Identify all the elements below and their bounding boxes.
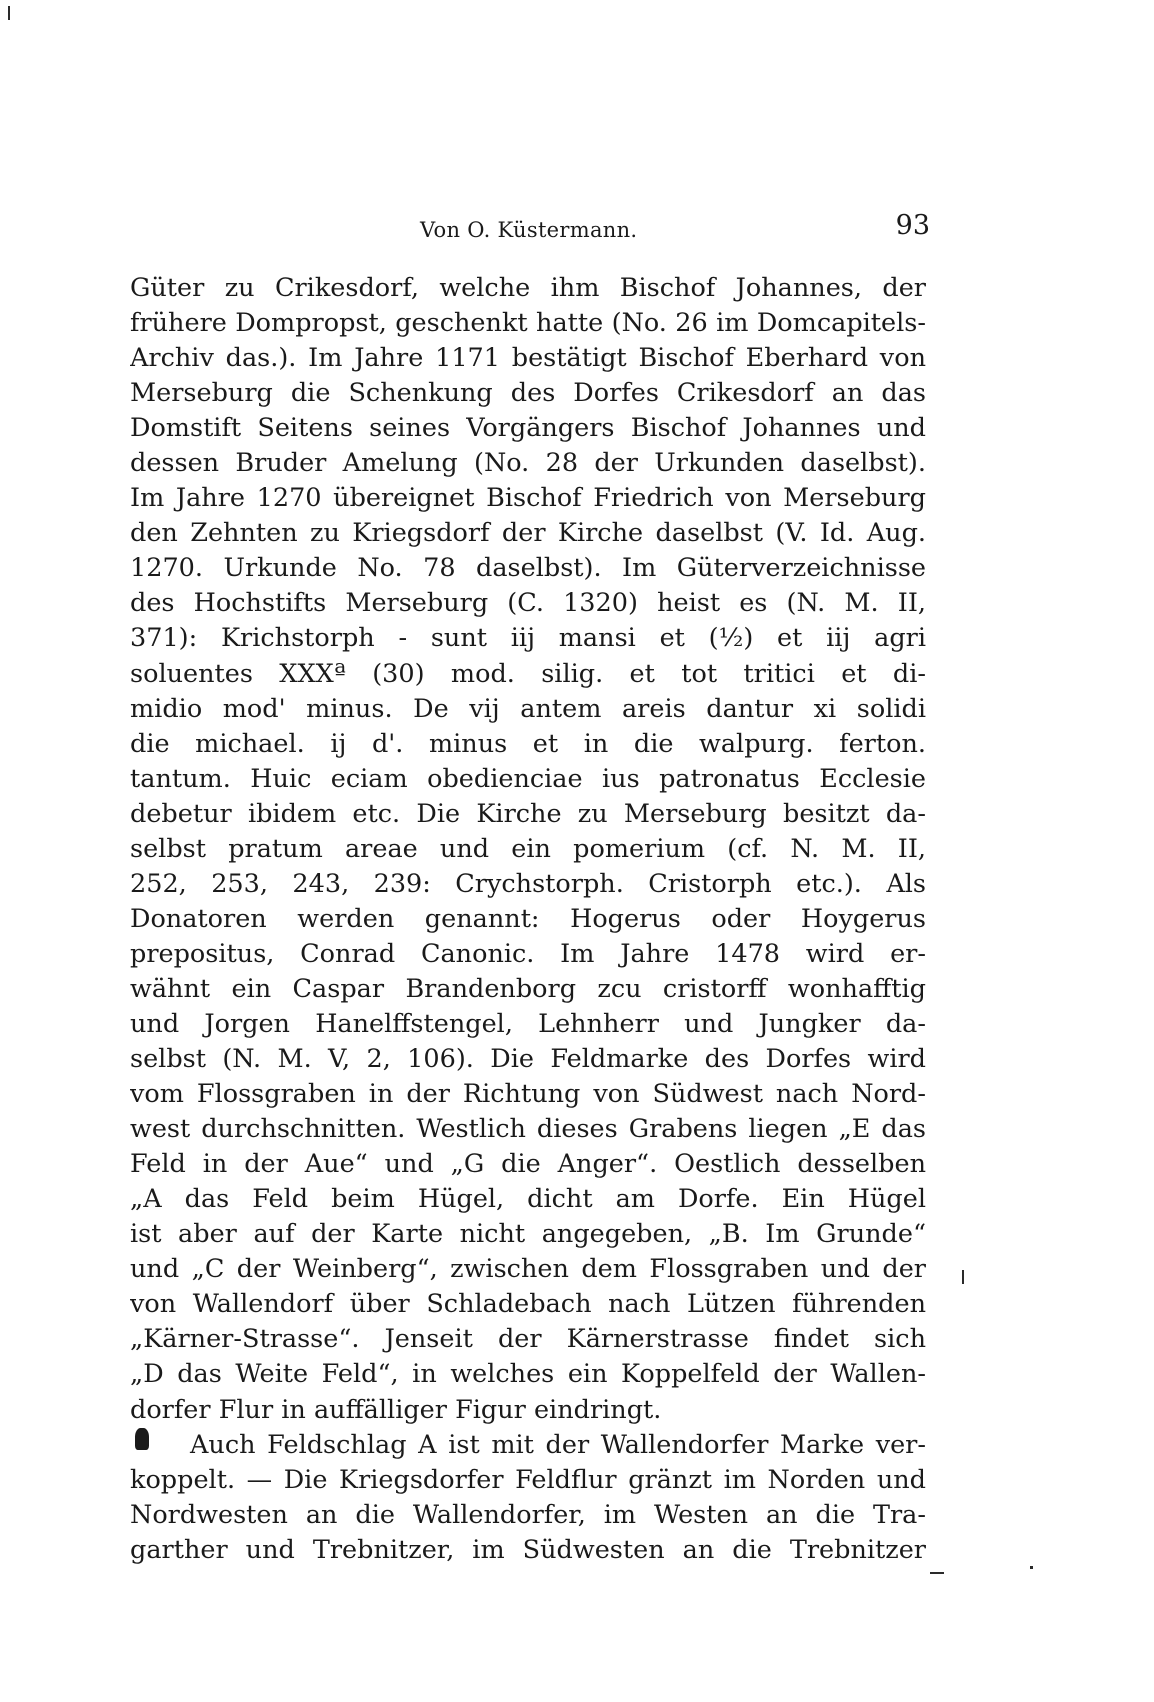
scan-speck — [1030, 1566, 1033, 1569]
text-line: Nordwesten an die Wallendorfer, im Westen an die Tra- — [130, 1499, 926, 1530]
text-line: 371): Krichstorph - sunt iij mansi et (½) et iij agri — [130, 623, 926, 654]
text-line: den Zehnten zu Kriegsdorf der Kirche daselbst (V. Id. Aug. — [130, 518, 926, 549]
text-line: „Kärner-Strasse“. Jenseit der Kärnerstrasse findet sich — [130, 1324, 926, 1355]
body-text — [130, 271, 926, 1568]
text-line: debetur ibidem etc. Die Kirche zu Merseburg besitzt da- — [130, 798, 926, 829]
text-line: 1270. Urkunde No. 78 daselbst). Im Güterverzeichnisse — [130, 553, 926, 584]
text-line: wähnt ein Caspar Brandenborg zcu cristorff wonhafftig — [130, 973, 926, 1004]
text-line: Im Jahre 1270 übereignet Bischof Friedrich von Merseburg — [130, 483, 926, 514]
text-line: tantum. Huic eciam obedienciae ius patronatus Ecclesie — [130, 763, 926, 794]
text-line: west durchschnitten. Westlich dieses Grabens liegen „E das — [130, 1114, 926, 1145]
text-line: und „C der Weinberg“, zwischen dem Flossgraben und der — [130, 1254, 926, 1285]
text-line: ist aber auf der Karte nicht angegeben, „B. Im Grunde“ — [130, 1219, 926, 1250]
text-line: Domstift Seitens seines Vorgängers Bischof Johannes und — [130, 413, 926, 444]
text-line: „D das Weite Feld“, in welches ein Koppelfeld der Wallen- — [130, 1359, 926, 1390]
text-line: koppelt. — Die Kriegsdorfer Feldflur gränzt im Norden und — [130, 1464, 926, 1495]
page-number: 93 — [895, 210, 930, 241]
text-line: die michael. ij d'. minus et in die walpurg. ferton. — [130, 728, 926, 759]
text-line: selbst (N. M. V, 2, 106). Die Feldmarke des Dorfes wird — [130, 1044, 926, 1075]
text-line: prepositus, Conrad Canonic. Im Jahre 1478 wird er- — [130, 938, 926, 969]
text-line: und Jorgen Hanelffstengel, Lehnherr und Jungker da- — [130, 1008, 926, 1039]
text-line: soluentes XXXª (30) mod. silig. et tot tritici et di- — [130, 658, 926, 689]
text-line: Archiv das.). Im Jahre 1171 bestätigt Bischof Eberhard von — [130, 343, 926, 374]
scan-speck — [930, 1572, 944, 1574]
page-header — [130, 210, 930, 250]
text-line: dorfer Flur in auffälliger Figur eindringt. — [130, 1394, 662, 1425]
text-line: 252, 253, 243, 239: Crychstorph. Cristorph etc.). Als — [130, 868, 926, 899]
scan-speck — [962, 1270, 964, 1284]
text-line: Auch Feldschlag A ist mit der Wallendorfer Marke ver- — [190, 1429, 926, 1460]
text-line: Güter zu Crikesdorf, welche ihm Bischof Johannes, der — [130, 273, 926, 303]
text-line: des Hochstifts Merseburg (C. 1320) heist es (N. M. II, — [130, 588, 926, 619]
text-line: Merseburg die Schenkung des Dorfes Crikesdorf an das — [130, 378, 926, 409]
text-line: vom Flossgraben in der Richtung von Südwest nach Nord- — [130, 1079, 926, 1110]
text-line: von Wallendorf über Schladebach nach Lützen führenden — [130, 1289, 926, 1320]
text-line: „A das Feld beim Hügel, dicht am Dorfe. Ein Hügel — [130, 1184, 926, 1215]
text-line: selbst pratum areae und ein pomerium (cf. N. M. II, — [130, 833, 926, 864]
text-line: garther und Trebnitzer, im Südwesten an die Trebnitzer — [130, 1534, 926, 1565]
text-line: dessen Bruder Amelung (No. 28 der Urkunden daselbst). — [130, 448, 926, 479]
ink-blot-mark — [135, 1428, 149, 1450]
scan-speck — [8, 6, 10, 20]
text-line: Donatoren werden genannt: Hogerus oder Hoygerus — [130, 903, 926, 934]
running-title: Von O. Küstermann. — [420, 218, 638, 242]
text-line: Feld in der Aue“ und „G die Anger“. Oestlich desselben — [130, 1149, 926, 1180]
text-line: frühere Dompropst, geschenkt hatte (No. 26 im Domcapitels- — [130, 308, 926, 339]
text-line: midio mod' minus. De vij antem areis dantur xi solidi — [130, 693, 926, 724]
